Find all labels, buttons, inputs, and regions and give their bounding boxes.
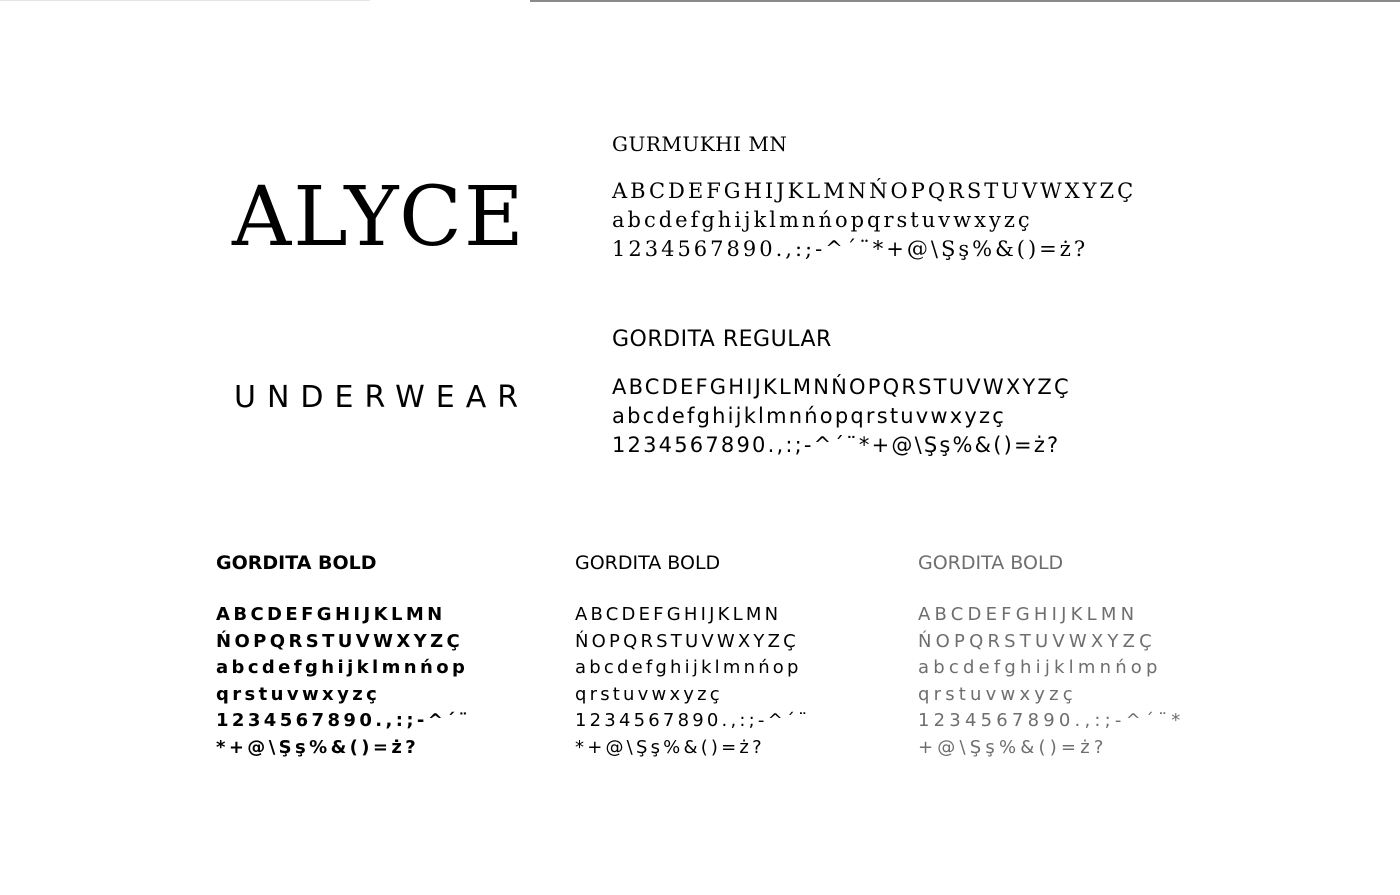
sample-line: *+@\Şş%&()=ż? xyxy=(575,736,765,758)
sample-line: qrstuvwxyzç xyxy=(216,683,381,705)
sample-line: ŃOPQRSTUVWXYZÇ xyxy=(918,630,1156,652)
font-title-gordita-bold-medium: GORDITA BOLD xyxy=(575,552,721,574)
sample-line: abcdefghijklmnńop xyxy=(575,657,802,678)
top-divider-faint xyxy=(0,0,370,1)
font-sample-gordita-regular xyxy=(612,373,1071,460)
sample-line: ABCDEFGHIJKLMN xyxy=(918,604,1139,625)
sample-line-lowercase: abcdefghijklmnńopqrstuvwxyzç xyxy=(612,404,1007,428)
brand-logo: ALYCE xyxy=(232,170,526,265)
sample-line: ABCDEFGHIJKLMN xyxy=(216,604,446,625)
font-title-gordita-bold-heavy: GORDITA BOLD xyxy=(216,552,377,574)
font-sample-gordita-bold-light xyxy=(918,602,1184,761)
sample-line: abcdefghijklmnńop xyxy=(918,657,1162,678)
sample-line: qrstuvwxyzç xyxy=(918,683,1077,705)
sample-line: *+@\Şş%&()=ż? xyxy=(216,736,420,758)
font-title-gordita-bold-light: GORDITA BOLD xyxy=(918,552,1064,574)
top-divider xyxy=(530,0,1400,2)
font-title-gurmukhi: GURMUKHI MN xyxy=(612,132,788,156)
sample-line-uppercase: ABCDEFGHIJKLMNŃOPQRSTUVWXYZÇ xyxy=(612,375,1071,399)
font-title-gordita-regular: GORDITA REGULAR xyxy=(612,327,832,352)
sample-line: qrstuvwxyzç xyxy=(575,683,723,705)
brand-tagline: UNDERWEAR xyxy=(234,380,530,415)
font-sample-gordita-bold-medium xyxy=(575,602,810,761)
sample-line: abcdefghijklmnńop xyxy=(216,657,469,678)
font-sample-gurmukhi xyxy=(612,177,1136,264)
sample-line-uppercase: ABCDEFGHIJKLMNŃOPQRSTUVWXYZÇ xyxy=(612,179,1137,203)
font-sample-gordita-bold-heavy xyxy=(216,602,471,761)
sample-line: 1234567890.,:;-^´¨ xyxy=(216,710,472,731)
sample-line: ŃOPQRSTUVWXYZÇ xyxy=(216,630,464,652)
sample-line: 1234567890.,:;-^´¨ xyxy=(575,710,811,731)
sample-line-numerals: 1234567890.,:;-^´¨*+@\Şş%&()=ż? xyxy=(612,433,1061,457)
sample-line: ABCDEFGHIJKLMN xyxy=(575,604,782,625)
sample-line: +@\Şş%&()=ż? xyxy=(918,736,1108,758)
sample-line-numerals: 1234567890.,:;-^´¨*+@\Şş%&()=ż? xyxy=(612,237,1089,261)
sample-line: ŃOPQRSTUVWXYZÇ xyxy=(575,630,799,652)
sample-line: 1234567890.,:;-^´¨* xyxy=(918,710,1185,731)
sample-line-lowercase: abcdefghijklmnńopqrstuvwxyzç xyxy=(612,208,1033,232)
